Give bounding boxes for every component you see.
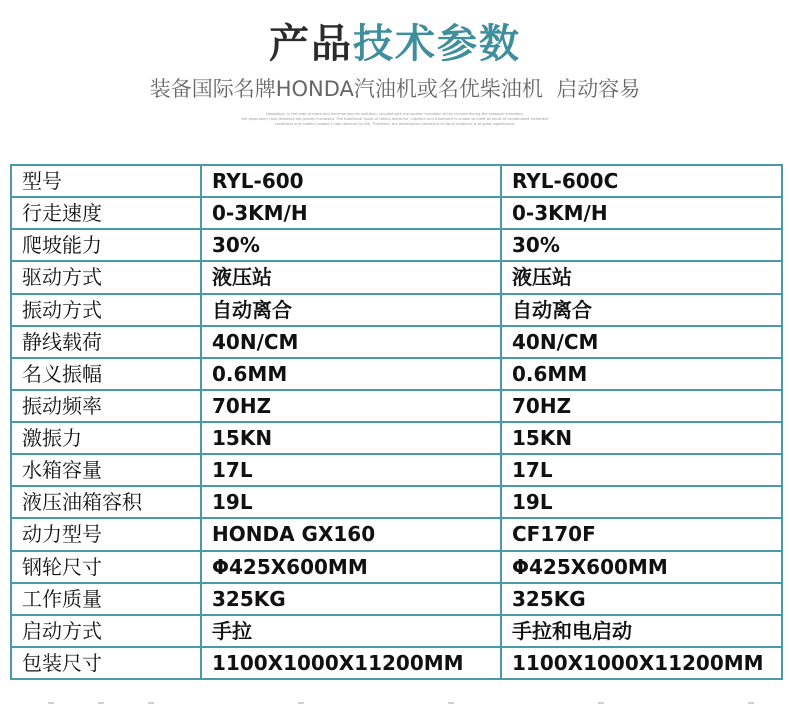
table-row: [11, 197, 782, 229]
divider: [748, 702, 754, 704]
spec-label: 爬坡能力: [11, 229, 201, 261]
spec-value-ryl-600c: 1100X1000X11200MM: [501, 647, 782, 679]
table-row: [11, 165, 782, 197]
spec-value-ryl-600: 40N/CM: [201, 326, 501, 358]
table-row: [11, 486, 782, 518]
spec-value-ryl-600c: 325KG: [501, 583, 782, 615]
spec-value-ryl-600: 0.6MM: [201, 358, 501, 390]
spec-value-ryl-600: 19L: [201, 486, 501, 518]
spec-label: 驱动方式: [11, 261, 201, 293]
spec-label: 激振力: [11, 422, 201, 454]
divider: [148, 702, 154, 704]
spec-label: 包装尺寸: [11, 647, 201, 679]
spec-value-ryl-600: Φ425X600MM: [201, 551, 501, 583]
spec-value-ryl-600: 30%: [201, 229, 501, 261]
table-row: [11, 422, 782, 454]
table-row: [11, 261, 782, 293]
spec-value-ryl-600: 15KN: [201, 422, 501, 454]
spec-value-ryl-600c: 40N/CM: [501, 326, 782, 358]
spec-value-ryl-600: 液压站: [201, 261, 501, 293]
spec-label: 液压油箱容积: [11, 486, 201, 518]
spec-value-ryl-600c: RYL-600C: [501, 165, 782, 197]
spec-value-ryl-600: 70HZ: [201, 390, 501, 422]
spec-value-ryl-600c: CF170F: [501, 518, 782, 550]
page-subtitle: 装备国际名牌HONDA汽油机或名优柴油机 启动容易: [149, 77, 641, 101]
page-title: [0, 14, 790, 74]
spec-value-ryl-600: 手拉: [201, 615, 501, 647]
spec-value-ryl-600c: 0.6MM: [501, 358, 782, 390]
divider: [598, 702, 604, 704]
table-row: [11, 583, 782, 615]
spec-label: 振动频率: [11, 390, 201, 422]
spec-label: 型号: [11, 165, 201, 197]
divider: [448, 702, 454, 704]
table-row: [11, 358, 782, 390]
fine-print: [205, 112, 585, 127]
spec-value-ryl-600c: Φ425X600MM: [501, 551, 782, 583]
spec-label: 钢轮尺寸: [11, 551, 201, 583]
fine-print-line: Nowadays, in the case of more and more serious air pollution, coupled with the sudden transition of the climate during the seasonal transition,: [266, 112, 524, 116]
spec-value-ryl-600c: 19L: [501, 486, 782, 518]
spec-label: 水箱容量: [11, 454, 201, 486]
spec-label: 启动方式: [11, 615, 201, 647]
table-row: [11, 518, 782, 550]
spec-value-ryl-600c: 70HZ: [501, 390, 782, 422]
page-title-dark: 产品: [269, 21, 353, 67]
divider: [48, 702, 54, 704]
page-title-accent: 技术参数: [353, 21, 521, 67]
spec-value-ryl-600c: 0-3KM/H: [501, 197, 782, 229]
table-row: [11, 294, 782, 326]
spec-value-ryl-600: RYL-600: [201, 165, 501, 197]
bottom-decoration: [0, 702, 790, 706]
spec-value-ryl-600c: 30%: [501, 229, 782, 261]
spec-table-body: [11, 165, 782, 679]
table-row: [11, 615, 782, 647]
table-row: [11, 454, 782, 486]
table-row: [11, 551, 782, 583]
spec-value-ryl-600c: 自动离合: [501, 294, 782, 326]
divider: [98, 702, 104, 704]
spec-label: 振动方式: [11, 294, 201, 326]
spec-label: 动力型号: [11, 518, 201, 550]
spec-value-ryl-600: 自动离合: [201, 294, 501, 326]
spec-value-ryl-600: 17L: [201, 454, 501, 486]
table-row: [11, 647, 782, 679]
spec-label: 名义振幅: [11, 358, 201, 390]
spec-value-ryl-600: 325KG: [201, 583, 501, 615]
spec-table: [10, 164, 783, 680]
table-row: [11, 326, 782, 358]
spec-value-ryl-600c: 液压站: [501, 261, 782, 293]
table-row: [11, 390, 782, 422]
spec-label: 工作质量: [11, 583, 201, 615]
divider: [298, 702, 304, 704]
spec-value-ryl-600: 1100X1000X11200MM: [201, 647, 501, 679]
spec-value-ryl-600c: 手拉和电启动: [501, 615, 782, 647]
spec-value-ryl-600c: 15KN: [501, 422, 782, 454]
spec-label: 静线载荷: [11, 326, 201, 358]
fine-print-line: conditions and modern people's high demand for life. Therefore, the atomization treatment of liquid medicine is of great significance.: [274, 122, 516, 126]
spec-value-ryl-600: 0-3KM/H: [201, 197, 501, 229]
fine-print-line: the respiratory tract diseases are greatly increased. The traditional mode of taking medicine, injection and treatment is unable to meet all kinds of complicated treatment: [241, 117, 549, 121]
spec-label: 行走速度: [11, 197, 201, 229]
spec-value-ryl-600c: 17L: [501, 454, 782, 486]
spec-value-ryl-600: HONDA GX160: [201, 518, 501, 550]
table-row: [11, 229, 782, 261]
